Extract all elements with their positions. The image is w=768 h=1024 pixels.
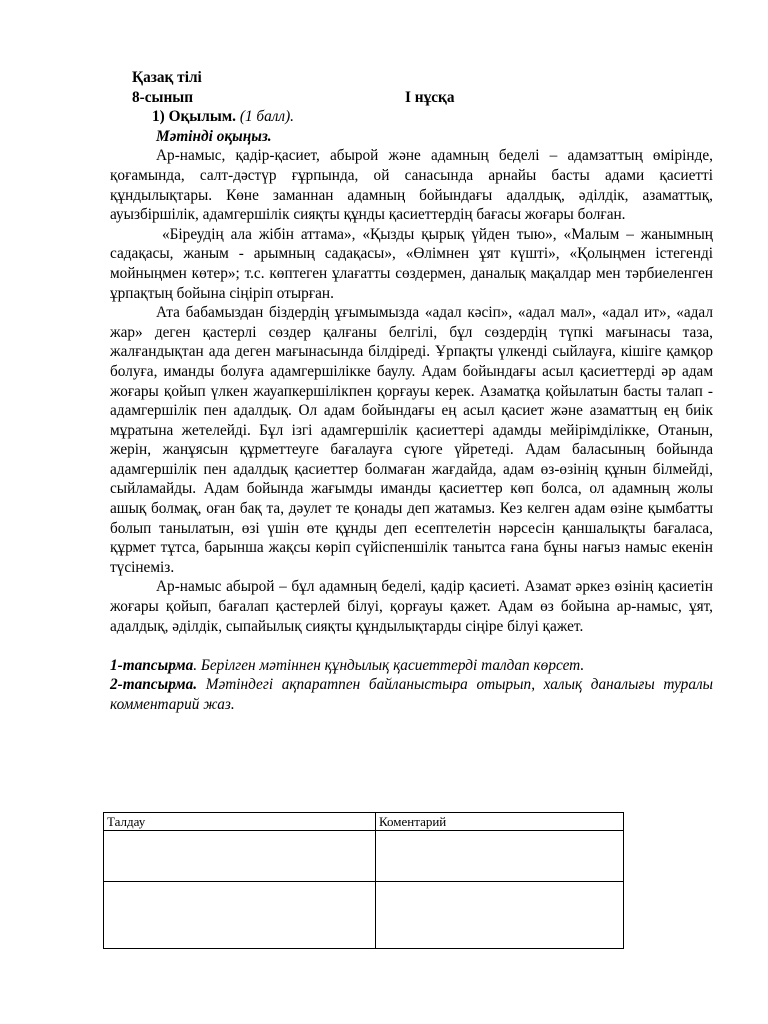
text-paragraph-2: «Біреудің ала жібін аттама», «Қызды қырық үйден тыю», «Малым – жанымның садақасы, жаным - арымның садақасы», «Өлімнен ұят күшті», «Қолыңмен істегенді мойныңмен көтер»; т.с. көптеген ұлағатты сөздермен, даналық мақалдар мен тәрбиеленген ұрпақтың бойына сіңіріп отырған. [110, 225, 713, 302]
task-1-label: 1-тапсырма [110, 656, 194, 674]
task-2-text: Мәтіндегі ақпаратпен байланыстыра отырып, халық даналығы туралы комментарий жаз. [110, 676, 713, 713]
section-heading [152, 107, 713, 127]
task-1 [110, 656, 713, 676]
table-header-analysis: Талдау [104, 813, 376, 831]
answer-table [103, 812, 624, 949]
reading-instruction: Мәтінді оқыңыз. [156, 127, 272, 145]
section-number: 1) [152, 108, 165, 126]
table-cell-comment[interactable] [376, 882, 624, 949]
section-title: Оқылым. [168, 108, 237, 126]
table-cell-analysis[interactable] [104, 831, 376, 882]
table-header-comment: Коментарий [376, 813, 624, 831]
task-1-text: . Берілген мәтіннен құндылық қасиеттерді талдап көрсет. [193, 656, 585, 674]
document-page [110, 68, 713, 715]
table-row [104, 831, 624, 882]
table-cell-analysis[interactable] [104, 882, 376, 949]
table-row [104, 882, 624, 949]
grade-variant-row [132, 88, 713, 108]
variant-label: І нұсқа [405, 88, 455, 106]
subject-title: Қазақ тілі [132, 69, 202, 86]
grade-label: 8-сынып [132, 88, 194, 106]
table-cell-comment[interactable] [376, 831, 624, 882]
task-2 [110, 675, 713, 714]
section-points: (1 балл). [239, 108, 295, 126]
task-2-label: 2-тапсырма. [110, 676, 198, 694]
text-paragraph-1: Ар-намыс, қадір-қасиет, абырой және адамның беделі – адамзаттың өмірінде, қоғамында, салт-дәстүр ғұрпында, ой санасында арнайы басты адами қасиетті құндылықтары. Көне заманнан адамның бойындағы адалдық, әділдік, азаматтық, ауызбіршілік, адамгершілік сияқты құнды қасиеттердің бағасы жоғары болған. [110, 147, 713, 224]
text-paragraph-4: Ар-намыс абырой – бұл адамның беделі, қадір қасиеті. Азамат әркез өзінің қасиетін жоғары қойып, бағалап қастерлей білуі, қорғауы қажет. Адам өз бойына ар-намыс, ұят, адалдық, әділдік, сыпайылық сияқты құндылықтарды сіңіре білуі қажет. [110, 578, 713, 635]
text-paragraph-3: Ата бабамыздан біздердің ұғымымызда «адал кәсіп», «адал мал», «адал ит», «адал жар» деген қастерлі сөздер қалғаны белгілі, бұл сөздердің түпкі мағынасы таза, жалғандықтан ада деген мағынасында білдіреді. Ұрпақты үлкенді сыйлауға, кішіге қамқор болуға, иманды болуға адамгершілікке баулу. Адам бойындағы асыл қасиеттерді әр адам жоғары қойып үлкен жауапкершілікпен қорғауы керек. Азаматқа қойылатын басты талап - адамгершілік пен адалдық. Ол адам бойындағы ең асыл қасиет және азаматтың ең биік мұратына жетелейді. Бұл ізгі адамгершілік қасиеттері адамды мейірімділікке, Отанын, жерін, жанұясын құрметтеуге бағалауға сүюге үйретеді. Адам баласының бойында адамгершілік пен адалдық қасиеттер болмаған жағдайда, адам өз-өзінің құнын білмейді, сыйламайды. Адам бойында жағымды иманды қасиеттер көп болса, ол адамның жолы ашық болмақ, оған бақ та, дәулет те қонады деп жатамыз. Кез келген адам өзіне қымбатты болып танылатын, өзі үшін өте құнды деп есептелетін нәрсесін қаншалықты бағаласа, құрмет тұтса, барынша жақсы көріп сүйіспеншілік танытса ғана бұны нағыз намыс екенін түсінеміз. [110, 304, 713, 576]
